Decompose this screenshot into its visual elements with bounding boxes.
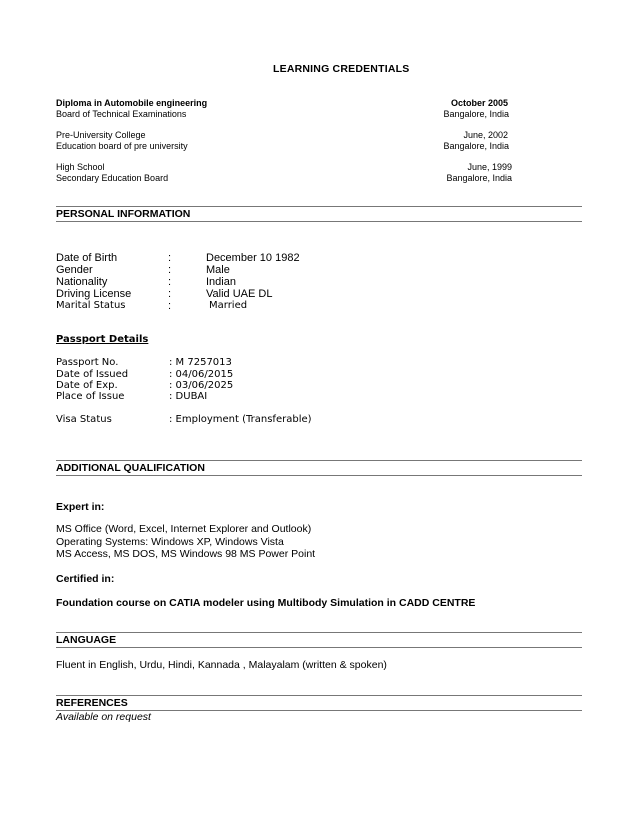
language-text: Fluent in English, Urdu, Hindi, Kannada , Malayalam (written & spoken) bbox=[56, 659, 387, 671]
personal-information-title: PERSONAL INFORMATION bbox=[56, 208, 191, 220]
expert-line: MS Office (Word, Excel, Internet Explorer and Outlook) bbox=[56, 523, 312, 535]
passport-value: : 03/06/2025 bbox=[169, 380, 234, 391]
personal-label: Marital Status bbox=[56, 300, 126, 311]
personal-value: December 10 1982 bbox=[206, 252, 300, 264]
passport-label: Place of Issue bbox=[56, 391, 125, 402]
references-title: REFERENCES bbox=[56, 697, 128, 709]
personal-label: Date of Birth bbox=[56, 252, 118, 264]
expert-in-heading: Expert in: bbox=[56, 501, 105, 513]
credential-board: Board of Technical Examinations bbox=[56, 109, 187, 119]
credential-date: June, 2002 bbox=[463, 130, 508, 140]
personal-separator: : bbox=[168, 264, 172, 276]
certified-in-heading: Certified in: bbox=[56, 573, 115, 585]
credential-name: Pre-University College bbox=[56, 130, 146, 140]
section-rule bbox=[56, 632, 582, 633]
credential-name: High School bbox=[56, 162, 105, 172]
certified-course: Foundation course on CATIA modeler using Multibody Simulation in CADD CENTRE bbox=[56, 597, 476, 609]
section-rule bbox=[56, 206, 582, 207]
section-rule bbox=[56, 221, 582, 222]
credential-date: October 2005 bbox=[450, 98, 508, 108]
credential-name: Diploma in Automobile engineering bbox=[56, 98, 208, 108]
section-rule bbox=[56, 647, 582, 648]
credential-place: Bangalore, India bbox=[443, 109, 509, 119]
personal-value: Male bbox=[206, 264, 230, 276]
references-text: Available on request bbox=[56, 711, 151, 723]
personal-label: Gender bbox=[56, 264, 93, 276]
section-rule bbox=[56, 475, 582, 476]
credential-date: June, 1999 bbox=[467, 162, 512, 172]
visa-status-value: : Employment (Transferable) bbox=[169, 414, 312, 425]
personal-value: Married bbox=[209, 300, 248, 311]
passport-value: : DUBAI bbox=[169, 391, 208, 402]
credential-board: Education board of pre university bbox=[56, 141, 188, 151]
personal-separator: : bbox=[168, 300, 172, 312]
personal-separator: : bbox=[168, 288, 172, 300]
credential-place: Bangalore, India bbox=[446, 173, 512, 183]
learning-credentials-title: LEARNING CREDENTIALS bbox=[273, 63, 410, 75]
passport-details-title: Passport Details bbox=[56, 334, 149, 345]
personal-value: Indian bbox=[206, 276, 236, 288]
passport-value: : 04/06/2015 bbox=[169, 369, 234, 380]
expert-line: MS Access, MS DOS, MS Windows 98 MS Power Point bbox=[56, 548, 316, 560]
personal-separator: : bbox=[168, 276, 172, 288]
personal-separator: : bbox=[168, 252, 172, 264]
expert-line: Operating Systems: Windows XP, Windows Vista bbox=[56, 536, 284, 548]
passport-value: : M 7257013 bbox=[169, 357, 232, 368]
language-title: LANGUAGE bbox=[56, 634, 117, 646]
passport-label: Passport No. bbox=[56, 357, 119, 368]
passport-label: Date of Issued bbox=[56, 369, 129, 380]
additional-qualification-title: ADDITIONAL QUALIFICATION bbox=[56, 462, 205, 474]
credential-board: Secondary Education Board bbox=[56, 173, 169, 183]
section-rule bbox=[56, 460, 582, 461]
section-rule bbox=[56, 695, 582, 696]
credential-place: Bangalore, India bbox=[443, 141, 509, 151]
personal-label: Nationality bbox=[56, 276, 108, 288]
passport-label: Date of Exp. bbox=[56, 380, 118, 391]
personal-label: Driving License bbox=[56, 288, 132, 300]
personal-value: Valid UAE DL bbox=[206, 288, 273, 300]
visa-status-label: Visa Status bbox=[56, 414, 112, 425]
